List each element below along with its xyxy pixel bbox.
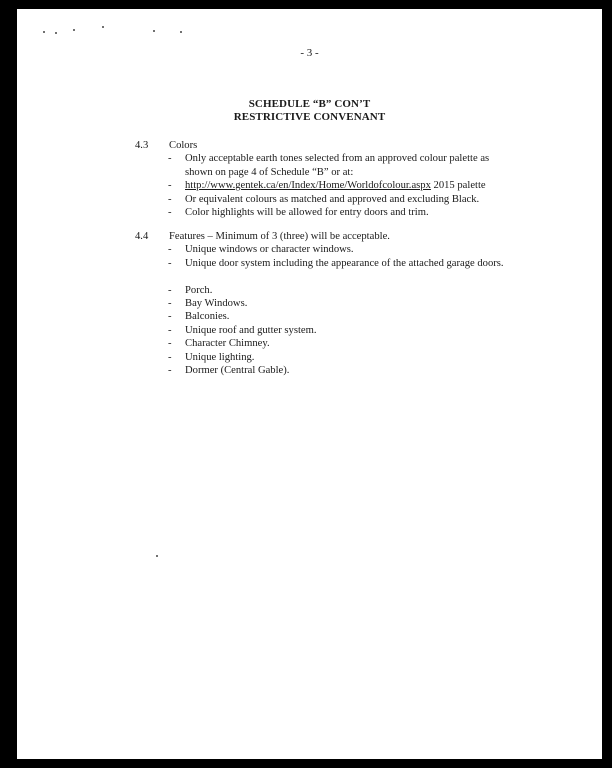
scan-speck (73, 29, 75, 31)
list-bullet: - (168, 338, 172, 350)
scan-speck (43, 31, 45, 33)
list-item-text: Bay Windows. (185, 298, 248, 309)
list-item (17, 310, 505, 323)
list-item-text: Or equivalent colours as matched and approved and excluding Black. (185, 193, 480, 205)
list-item (17, 324, 505, 337)
list-bullet: - (168, 298, 172, 309)
list-bullet: - (168, 311, 172, 323)
list-item-text: Only acceptable earth tones selected from an approved colour palette as shown on page 4 of Schedule “B” or at: (185, 153, 490, 178)
list-bullet: - (168, 207, 172, 219)
list-item-text: Unique windows or character windows. (185, 244, 354, 256)
list-item (17, 284, 505, 297)
list-item-text: Balconies. (185, 311, 230, 323)
section-title: Colors (169, 140, 198, 151)
section-title: Features – Minimum of 3 (three) will be acceptable. (169, 231, 390, 242)
document-page (17, 9, 602, 759)
section-number: 4.3 (135, 140, 149, 151)
list-item-text: Unique door system including the appearance of the attached garage doors. (185, 257, 504, 269)
list-item-text: Character Chimney. (185, 338, 270, 350)
scan-speck (102, 26, 104, 28)
list-item (17, 297, 505, 310)
list-bullet: - (168, 193, 172, 205)
list-item (17, 337, 505, 350)
list-bullet: - (168, 284, 172, 296)
scan-speck (156, 555, 158, 557)
section-list (17, 152, 602, 219)
scan-speck (180, 31, 182, 33)
scan-speck (55, 32, 57, 34)
list-item (17, 152, 505, 179)
list-item (17, 206, 505, 219)
list-item (17, 193, 505, 206)
list-item (17, 257, 505, 270)
list-bullet: - (168, 180, 172, 192)
list-bullet: - (168, 351, 172, 363)
list-item-text: Unique roof and gutter system. (185, 324, 317, 336)
list-item-text: Porch. (185, 284, 213, 296)
section-number: 4.4 (135, 231, 149, 242)
list-item (17, 243, 505, 256)
list-item-text: Dormer (Central Gable). (185, 365, 290, 377)
schedule-title: SCHEDULE “B” CON’T (248, 98, 371, 110)
section-list (17, 243, 602, 377)
list-item-text: Unique lighting. (185, 351, 255, 363)
page-number: - 3 - (300, 47, 319, 59)
list-item (17, 179, 545, 192)
list-bullet: - (168, 324, 172, 336)
list-item (17, 364, 505, 377)
list-item (17, 351, 505, 364)
list-bullet: - (168, 257, 172, 269)
list-spacer (17, 270, 602, 283)
list-item-text: 2015 palette (430, 180, 486, 192)
gentek-colour-link[interactable]: http://www.gentek.ca/en/Index/Home/Worldofcolour.aspx (185, 180, 431, 192)
scan-speck (153, 30, 155, 32)
schedule-subtitle: RESTRICTIVE CONVENANT (233, 111, 386, 123)
list-bullet: - (168, 153, 172, 165)
list-bullet: - (168, 365, 172, 377)
list-bullet: - (168, 244, 172, 256)
list-item-text: Color highlights will be allowed for entry doors and trim. (185, 207, 429, 219)
